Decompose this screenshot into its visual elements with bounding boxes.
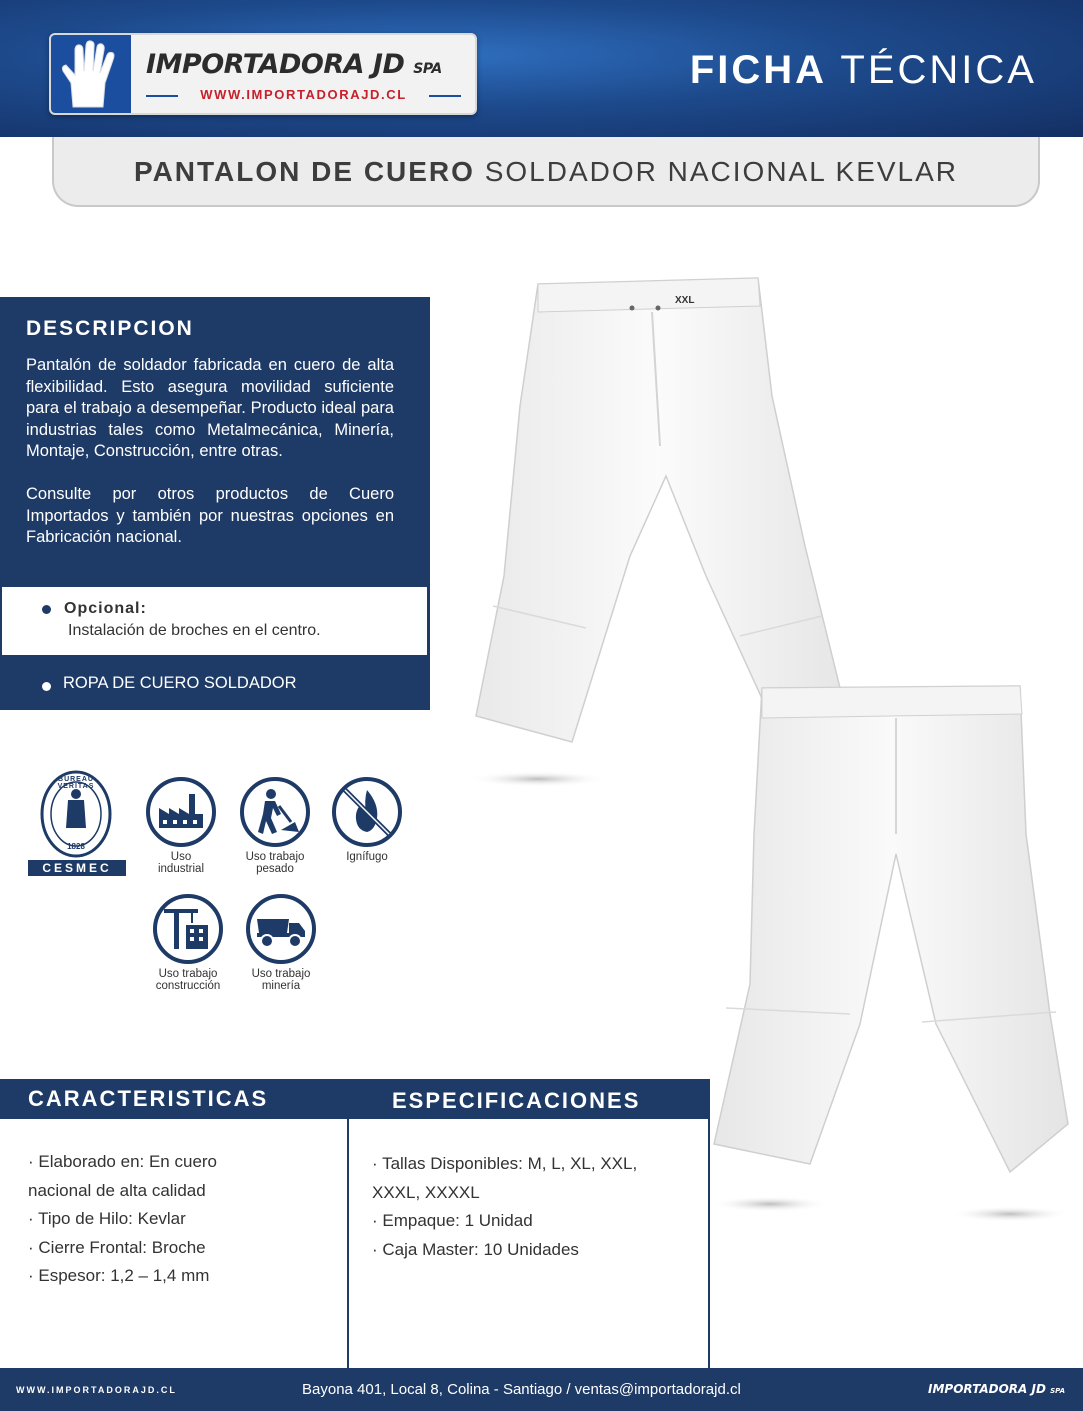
optional-label: Opcional: (64, 600, 147, 617)
caracteristicas-list (28, 1148, 217, 1291)
list-item: XXXL, XXXXL (372, 1182, 480, 1202)
bureau-veritas-cesmec-seal (28, 770, 126, 878)
list-item: · Caja Master: 10 Unidades (372, 1239, 579, 1259)
pants-back-image (710, 684, 1080, 1229)
divider (429, 95, 461, 97)
worker-shovel-icon (239, 776, 311, 848)
description-text (26, 355, 394, 549)
brand-name: IMPORTADORA JD SPA (146, 49, 442, 80)
usage-label: Ignífugo (346, 851, 388, 863)
description-heading: DESCRIPCION (26, 317, 194, 340)
usage-mining (236, 893, 326, 992)
footer (0, 1368, 1083, 1411)
column-divider (708, 1119, 710, 1368)
footer-url[interactable]: WWW.IMPORTADORAJD.CL (16, 1385, 177, 1395)
bullet-icon (42, 605, 51, 614)
caracteristicas-header (0, 1079, 348, 1119)
list-item: · Empaque: 1 Unidad (372, 1211, 533, 1230)
description-panel (0, 297, 430, 710)
product-title-bar (52, 137, 1040, 207)
usage-label: Uso industrial (157, 851, 205, 875)
column-divider (347, 1119, 349, 1368)
usage-heavy-work (230, 776, 320, 875)
seal-top-text: BUREAU VERITAS (57, 776, 95, 790)
list-item: · Cierre Frontal: Broche (28, 1237, 206, 1257)
description-paragraph: Pantalón de soldador fabricada en cuero de alta flexibilidad. Esto asegura movilidad suficiente para el trabajo a desempeñar. Producto ideal para industrias tales como Metalmecánica, Minería, Montaje, Construcción, entre otras. (26, 356, 394, 460)
factory-icon (145, 776, 217, 848)
footer-logo: IMPORTADORA JD SPA (928, 1382, 1066, 1396)
brand-url[interactable]: WWW.IMPORTADORAJD.CL (200, 87, 407, 102)
especificaciones-list (372, 1150, 637, 1264)
bullet-icon (42, 682, 51, 691)
list-item: · Tallas Disponibles: M, L, XL, XXL, (372, 1154, 638, 1173)
header-banner (0, 0, 1083, 137)
product-title: PANTALON DE CUERO SOLDADOR NACIONAL KEVLAR (133, 156, 959, 187)
usage-industrial (136, 776, 226, 875)
footer-address[interactable]: Bayona 401, Local 8, Colina - Santiago / ventas@importadorajd.cl (302, 1381, 741, 1398)
especificaciones-header (348, 1079, 710, 1119)
glove-icon (51, 35, 131, 115)
optional-box (2, 587, 427, 655)
list-item: nacional de alta calidad (28, 1180, 206, 1200)
usage-label: Uso trabajo minería (251, 968, 311, 992)
usage-label: Uso trabajo construcción (155, 968, 221, 992)
crane-building-icon (152, 893, 224, 965)
usage-construction (143, 893, 233, 992)
brand-url-row (146, 87, 461, 103)
optional-text: Instalación de broches en el centro. (68, 622, 321, 639)
mining-truck-icon (245, 893, 317, 965)
seal-year: 1828 (67, 842, 85, 851)
brand-logo[interactable] (49, 33, 477, 115)
list-item: · Espesor: 1,2 – 1,4 mm (28, 1266, 210, 1285)
especificaciones-heading: ESPECIFICACIONES (392, 1088, 641, 1113)
caracteristicas-heading: CARACTERISTICAS (28, 1086, 269, 1111)
size-tag: XXL (675, 295, 695, 306)
divider (146, 95, 178, 97)
no-fire-icon (331, 776, 403, 848)
usage-fire-resistant (322, 776, 412, 863)
list-item: · Tipo de Hilo: Kevlar (28, 1209, 186, 1228)
description-paragraph: Consulte por otros productos de Cuero Importados y también por nuestras opciones en Fabricación nacional. (26, 485, 394, 546)
seal-name: CESMEC (42, 861, 112, 875)
usage-label: Uso trabajo pesado (245, 851, 305, 875)
list-item: · Elaborado en: En cuero (28, 1152, 218, 1171)
document-type-title: FICHA TÉCNICA (689, 48, 1037, 92)
product-category: ROPA DE CUERO SOLDADOR (63, 674, 297, 692)
